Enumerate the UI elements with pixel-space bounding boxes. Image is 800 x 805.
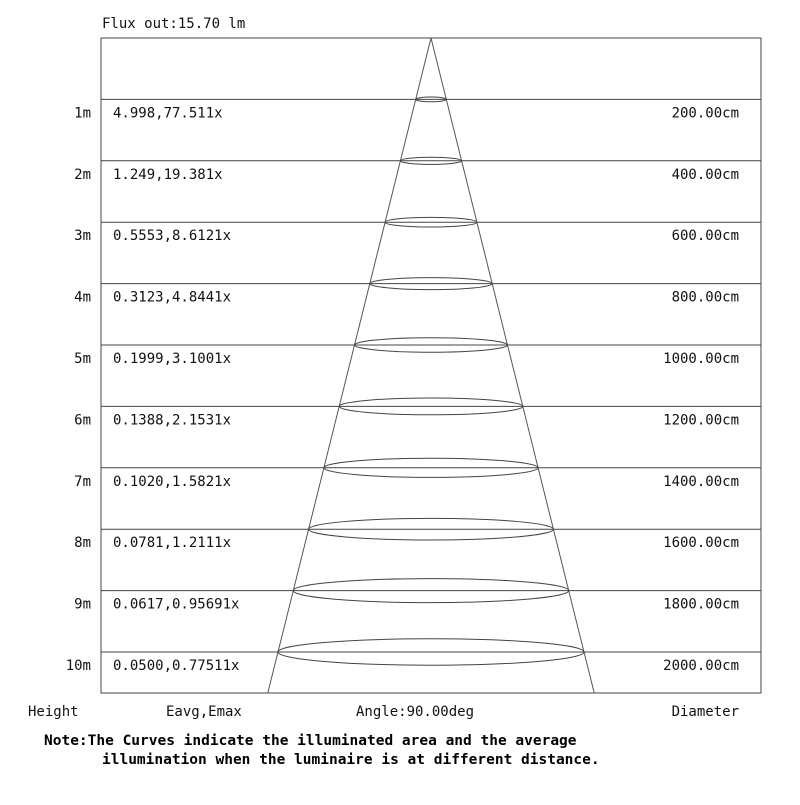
- illuminance-label: 0.3123,4.8441x: [113, 289, 232, 306]
- rows-layer: [66, 99, 761, 674]
- illuminance-label: 0.0500,0.77511x: [113, 658, 240, 674]
- diameter-label: 1400.00cm: [663, 473, 739, 490]
- height-label: 8m: [74, 535, 91, 552]
- height-column-label: Height: [28, 704, 79, 720]
- diameter-label: 1600.00cm: [663, 535, 739, 552]
- illuminance-label: 0.1020,1.5821x: [113, 473, 232, 490]
- illuminance-label: 0.5553,8.6121x: [113, 228, 232, 245]
- diameter-label: 600.00cm: [671, 228, 739, 245]
- diameter-label: 200.00cm: [671, 105, 739, 122]
- illuminance-label: 4.998,77.511x: [113, 105, 223, 122]
- cone-layer: [268, 38, 594, 693]
- height-label: 10m: [65, 658, 91, 674]
- height-label: 6m: [74, 412, 91, 429]
- diameter-label: 800.00cm: [671, 289, 739, 306]
- cone-left-edge: [268, 38, 431, 693]
- diameter-label: 1800.00cm: [663, 596, 739, 613]
- cone-right-edge: [431, 38, 594, 693]
- flux-label: Flux out:15.70 lm: [102, 16, 246, 32]
- height-label: 7m: [74, 473, 91, 490]
- eavg-emax-column-label: Eavg,Emax: [166, 704, 242, 720]
- diameter-label: 400.00cm: [671, 166, 739, 183]
- illuminance-label: 0.0781,1.2111x: [113, 535, 232, 552]
- illuminance-label: 1.249,19.381x: [113, 166, 223, 183]
- note-line-2: illumination when the luminaire is at different distance.: [102, 752, 600, 768]
- illuminance-label: 0.1388,2.1531x: [113, 412, 232, 429]
- height-label: 4m: [74, 289, 91, 306]
- height-label: 3m: [74, 228, 91, 245]
- height-label: 1m: [74, 105, 91, 122]
- angle-label: Angle:90.00deg: [356, 704, 475, 720]
- illuminance-label: 0.1999,3.1001x: [113, 351, 232, 367]
- diameter-label: 2000.00cm: [663, 658, 739, 674]
- diameter-label: 1000.00cm: [663, 351, 739, 367]
- height-label: 5m: [74, 351, 91, 367]
- note-line-1: Note:The Curves indicate the illuminated area and the average: [44, 733, 577, 749]
- diameter-label: 1200.00cm: [663, 412, 739, 429]
- diameter-column-label: Diameter: [671, 704, 739, 720]
- illuminance-label: 0.0617,0.95691x: [113, 596, 240, 613]
- height-label: 2m: [74, 166, 91, 183]
- height-label: 9m: [74, 596, 91, 613]
